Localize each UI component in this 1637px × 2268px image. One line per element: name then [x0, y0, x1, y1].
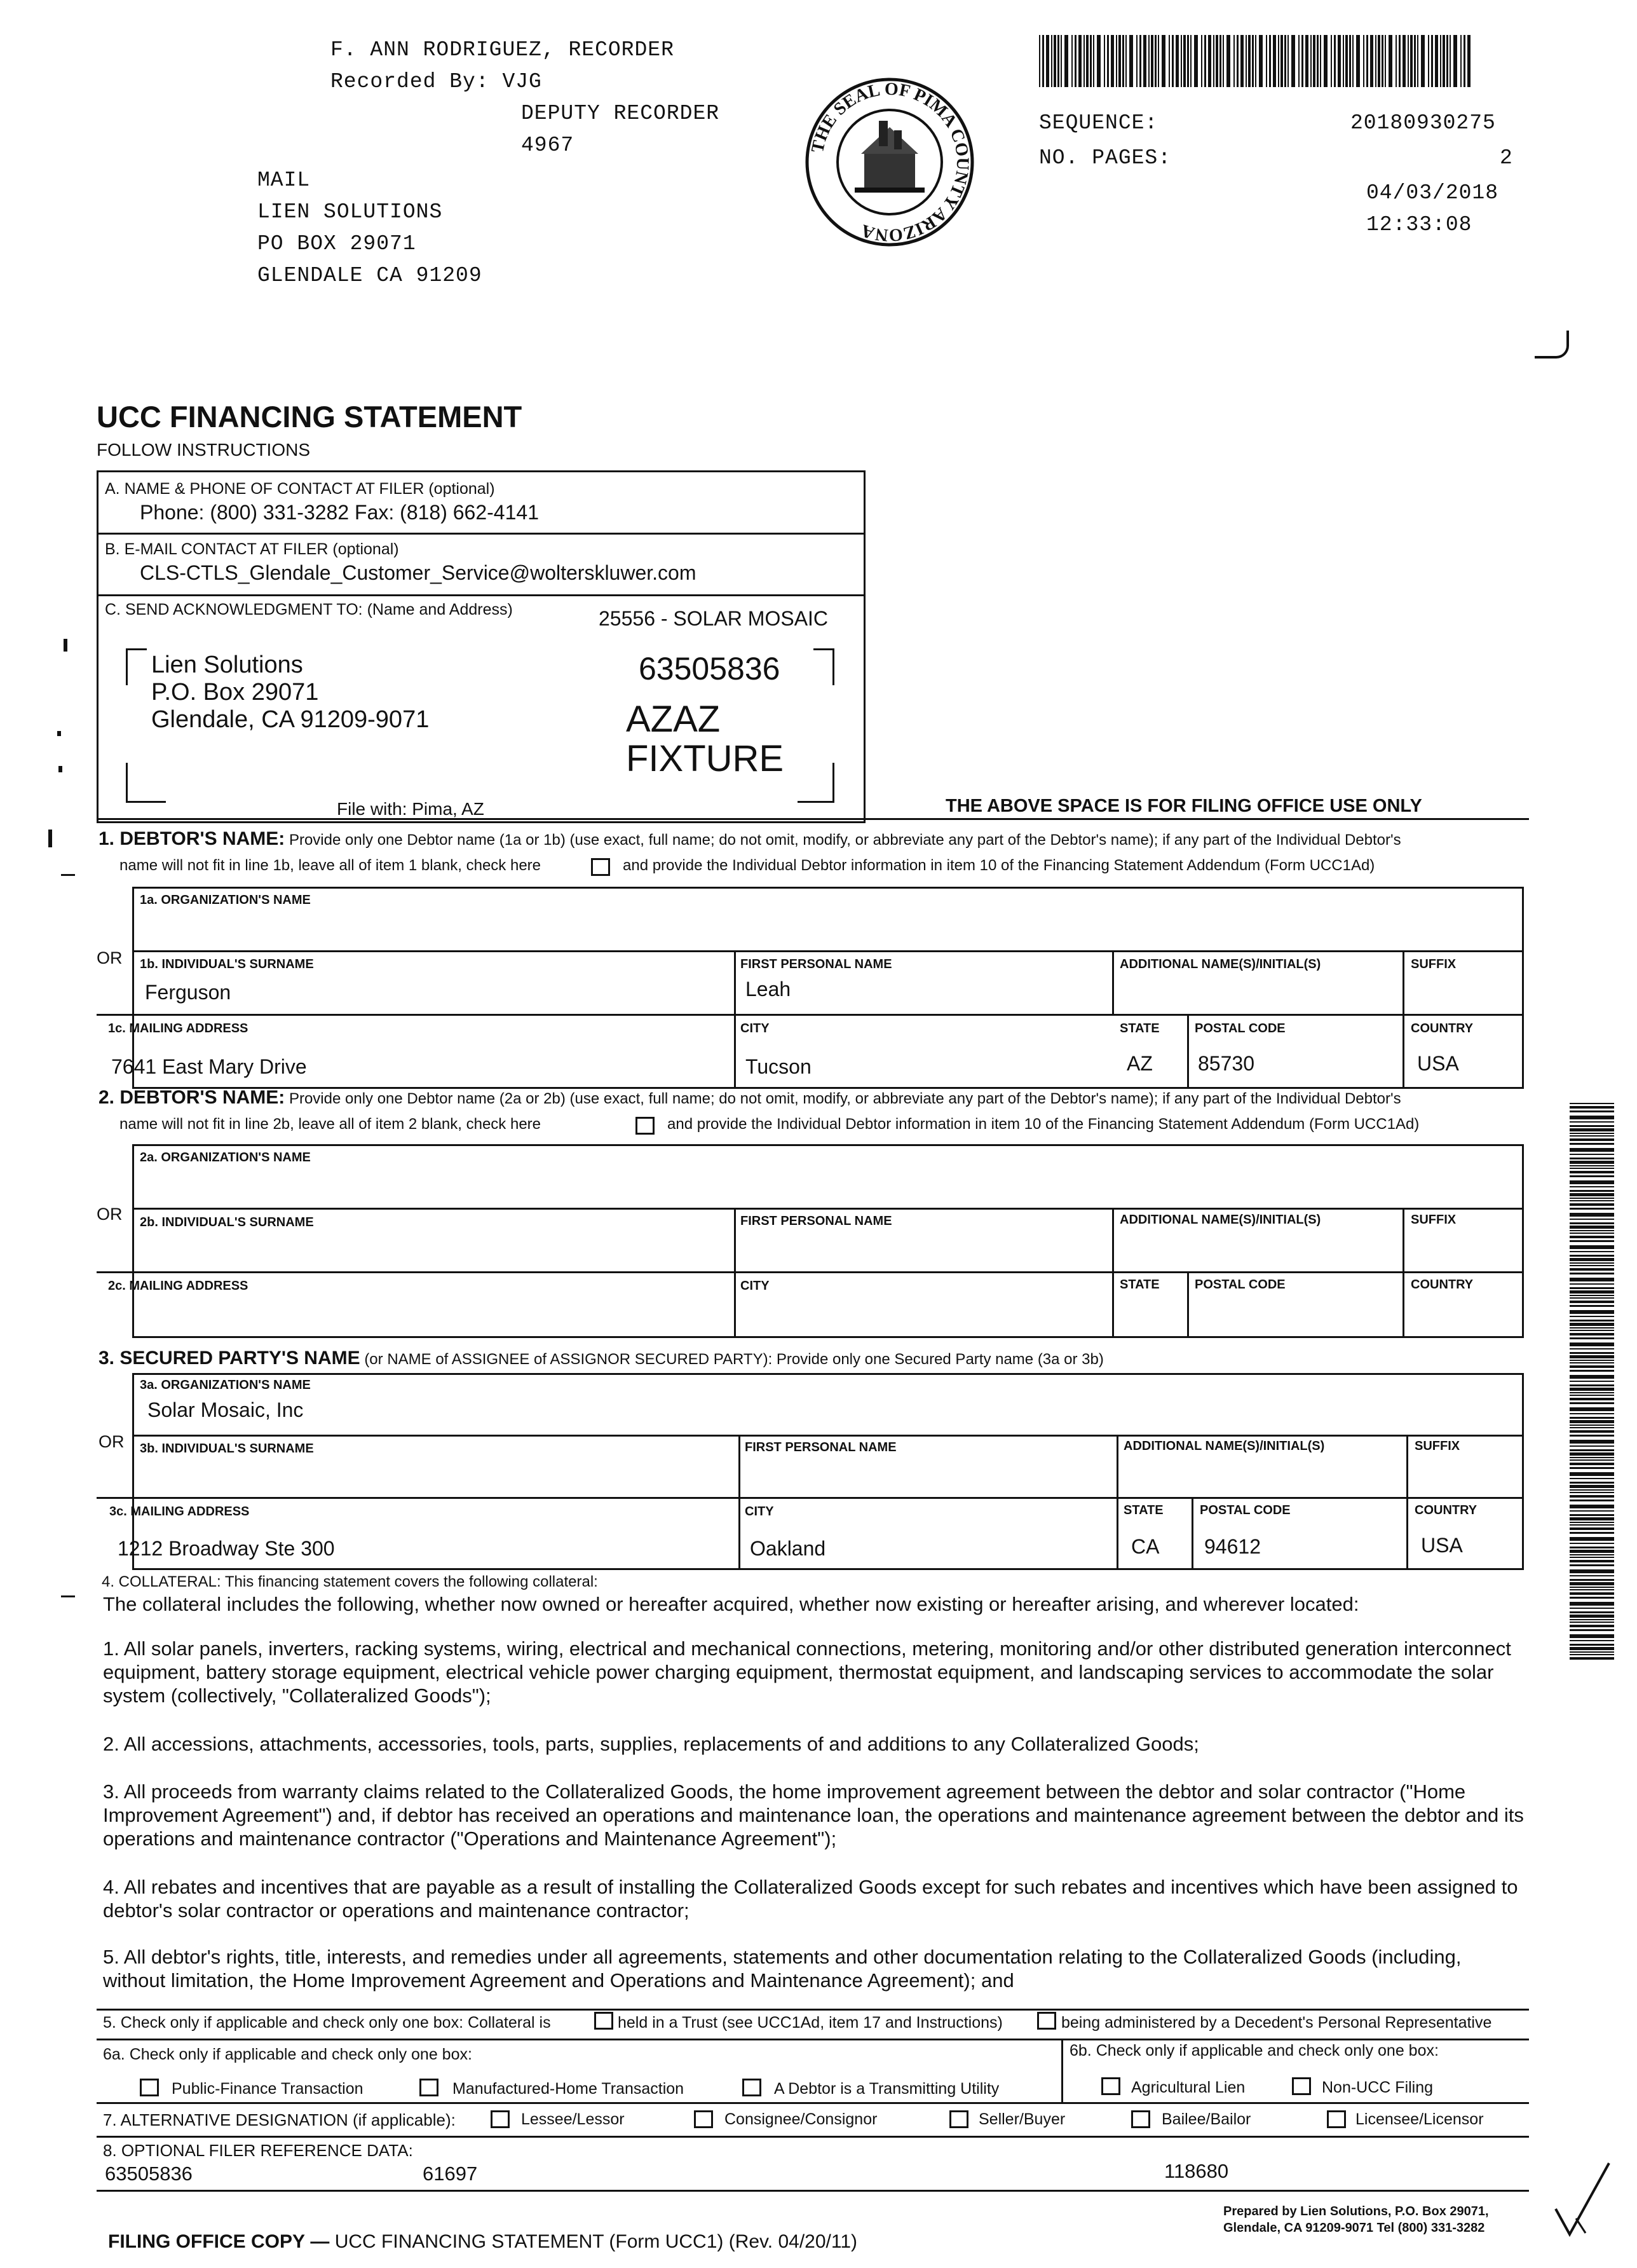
debtor2-country-label: COUNTRY — [1411, 1278, 1474, 1292]
secured-postal: 94612 — [1204, 1535, 1261, 1558]
secured-country-label: COUNTRY — [1415, 1503, 1477, 1517]
debtor2-or: OR — [97, 1205, 123, 1224]
corner-mark — [1535, 331, 1569, 359]
collateral-intro: The collateral includes the following, whether now owned or hereafter acquired, whether now existing or hereafter arising, and wherever located: — [103, 1593, 1359, 1615]
recording-barcode — [1039, 35, 1471, 87]
footer-form: FILING OFFICE COPY — UCC FINANCING STATEMENT (Form UCC1) (Rev. 04/20/11) — [108, 2231, 858, 2252]
ack-code-1: AZAZ — [626, 699, 721, 740]
debtor1-addr: 7641 East Mary Drive — [111, 1055, 307, 1078]
collateral-item-2: 2. All accessions, attachments, accessories, tools, parts, supplies, replacements of and additions to any Collateralized Goods; — [103, 1733, 1199, 1755]
ack-box: P.O. Box 29071 — [151, 679, 319, 706]
barcode-icon — [1570, 1103, 1614, 1662]
sequence-value: 20180930275 — [1350, 111, 1496, 135]
item7-consignee-checkbox[interactable] — [694, 2110, 713, 2128]
seal-icon — [804, 76, 975, 248]
recorded-by: Recorded By: VJG — [330, 70, 542, 93]
deputy-recorder: DEPUTY RECORDER — [521, 102, 720, 125]
debtor2-instr: name will not fit in line 2b, leave all of item 2 blank, check here — [119, 1116, 541, 1133]
item6a-text: 6a. Check only if applicable and check only one box: — [103, 2046, 472, 2063]
checkmark-icon — [1551, 2158, 1614, 2241]
secured-table — [132, 1373, 1524, 1570]
item6b-opt2: Non-UCC Filing — [1322, 2079, 1434, 2096]
item7-text: 7. ALTERNATIVE DESIGNATION (if applicable): — [103, 2110, 456, 2129]
follow-instructions: FOLLOW INSTRUCTIONS — [97, 440, 311, 460]
item7-opt3: Seller/Buyer — [979, 2110, 1066, 2128]
checkmark-scribble — [1551, 2158, 1614, 2241]
collateral-heading: 4. COLLATERAL: This financing statement covers the following collateral: — [102, 1573, 598, 1590]
margin-mark — [61, 1595, 75, 1597]
sequence-label: SEQUENCE: — [1039, 111, 1158, 135]
secured-addr-label: 3c. MAILING ADDRESS — [109, 1505, 250, 1519]
secured-org-label: 3a. ORGANIZATION'S NAME — [140, 1378, 311, 1392]
item6b-text: 6b. Check only if applicable and check only one box: — [1070, 2042, 1439, 2060]
debtor1-country-label: COUNTRY — [1411, 1021, 1474, 1035]
secured-first-label: FIRST PERSONAL NAME — [745, 1440, 897, 1454]
bracket-br — [798, 763, 834, 803]
debtor2-city-label: CITY — [740, 1279, 770, 1293]
item6b-opt1: Agricultural Lien — [1131, 2079, 1246, 2096]
item6b-non-ucc-checkbox[interactable] — [1292, 2077, 1311, 2095]
item7-bailee-checkbox[interactable] — [1131, 2110, 1150, 2128]
item6a-opt2: Manufactured-Home Transaction — [452, 2080, 684, 2098]
debtor2-addr-label: 2c. MAILING ADDRESS — [108, 1279, 248, 1293]
ack-name: Lien Solutions — [151, 652, 303, 678]
secured-city: Oakland — [750, 1537, 826, 1560]
contact-phone: Phone: (800) 331-3282 Fax: (818) 662-4141 — [140, 501, 539, 524]
debtor1-instr-b: and provide the Individual Debtor information in item 10 of the Financing Statement Addendum (Form UCC1Ad) — [623, 857, 1375, 874]
secured-surname-label: 3b. INDIVIDUAL'S SURNAME — [140, 1442, 314, 1456]
item8-label: 8. OPTIONAL FILER REFERENCE DATA: — [103, 2141, 413, 2160]
debtor1-country: USA — [1417, 1052, 1459, 1075]
debtor2-heading: 2. DEBTOR'S NAME: Provide only one Debtor name (2a or 2b) (use exact, full name; do not omit, modify, or abbreviate any part of the Debtor's name); if any part of the Individual Debtor's — [98, 1087, 1401, 1108]
item8-ref-2: 61697 — [423, 2162, 478, 2185]
collateral-item-4: 4. All rebates and incentives that are payable as a result of installing the Collateralized Goods except for such rebates and incentives which have been assigned to debtor's solar contractor or operations and maintenance contractor; — [103, 1876, 1518, 1922]
debtor2-postal-label: POSTAL CODE — [1195, 1278, 1286, 1292]
barcode-icon — [1039, 35, 1471, 87]
margin-mark — [64, 639, 67, 652]
debtor1-surname-label: 1b. INDIVIDUAL'S SURNAME — [140, 957, 314, 971]
debtor1-addr-label: 1c. MAILING ADDRESS — [108, 1021, 248, 1035]
ack-reference: 25556 - SOLAR MOSAIC — [599, 607, 829, 630]
item6a-public-finance-checkbox[interactable] — [140, 2079, 159, 2096]
bracket-tl — [126, 648, 147, 685]
debtor1-postal-label: POSTAL CODE — [1195, 1021, 1286, 1035]
recorder-name: F. ANN RODRIGUEZ, RECORDER — [330, 38, 674, 62]
debtor1-state-label: STATE — [1120, 1021, 1160, 1035]
debtor2-table — [132, 1144, 1524, 1338]
secured-or: OR — [98, 1432, 125, 1451]
item5-text: 5. Check only if applicable and check only one box: Collateral is — [103, 2014, 551, 2032]
collateral-item-3: 3. All proceeds from warranty claims related to the Collateralized Goods, the home improvement agreement between the debtor and solar contractor ("Home Improvement Agreement") and, if debtor has received an operations and maintenance loan, the operations and maintenance agreement between the debtor and its operations and maintenance contractor ("Operations and Maintenance Agreement"); — [103, 1780, 1524, 1850]
debtor1-or: OR — [97, 948, 123, 967]
item7-opt2: Consignee/Consignor — [724, 2110, 878, 2128]
item7-opt5: Licensee/Licensor — [1355, 2110, 1484, 2128]
secured-state-label: STATE — [1124, 1503, 1164, 1517]
deputy-number: 4967 — [521, 133, 574, 157]
debtor2-first-label: FIRST PERSONAL NAME — [740, 1214, 892, 1228]
item8-ref-1: 63505836 — [105, 2162, 193, 2185]
contact-b-label: B. E-MAIL CONTACT AT FILER (optional) — [105, 540, 399, 558]
debtor1-city: Tucson — [745, 1055, 812, 1078]
debtor2-checkbox[interactable] — [635, 1117, 655, 1135]
margin-mark — [61, 874, 75, 876]
secured-city-label: CITY — [745, 1505, 774, 1519]
debtor1-table — [132, 887, 1524, 1089]
item7-lessee-checkbox[interactable] — [491, 2110, 510, 2128]
secured-postal-label: POSTAL CODE — [1200, 1503, 1291, 1517]
side-barcode — [1570, 1103, 1614, 1662]
item5-decedent-checkbox[interactable] — [1037, 2012, 1056, 2030]
file-with: File with: Pima, AZ — [337, 799, 484, 819]
secured-addr: 1212 Broadway Ste 300 — [118, 1537, 335, 1560]
pages-label: NO. PAGES: — [1039, 146, 1172, 170]
mail-name: LIEN SOLUTIONS — [257, 200, 443, 224]
footer-prepared-1: Prepared by Lien Solutions, P.O. Box 29071, — [1223, 2204, 1489, 2218]
debtor2-state-label: STATE — [1120, 1278, 1160, 1292]
item7-opt4: Bailee/Bailor — [1162, 2110, 1251, 2128]
margin-mark — [58, 766, 62, 772]
contact-c-label: C. SEND ACKNOWLEDGMENT TO: (Name and Address) — [105, 601, 513, 618]
county-seal — [804, 76, 975, 248]
secured-state: CA — [1131, 1535, 1160, 1558]
margin-mark — [48, 830, 52, 847]
debtor2-suffix-label: SUFFIX — [1411, 1213, 1457, 1227]
secured-addl-label: ADDITIONAL NAME(S)/INITIAL(S) — [1124, 1439, 1325, 1453]
item7-licensee-checkbox[interactable] — [1327, 2110, 1346, 2128]
ack-number: 63505836 — [639, 651, 780, 687]
ack-city: Glendale, CA 91209-9071 — [151, 706, 430, 733]
debtor1-city-label: CITY — [740, 1021, 770, 1035]
debtor1-org-label: 1a. ORGANIZATION'S NAME — [140, 893, 311, 907]
debtor1-suffix-label: SUFFIX — [1411, 957, 1457, 971]
form-title: UCC FINANCING STATEMENT — [97, 400, 522, 434]
mail-label: MAIL — [257, 168, 311, 192]
recording-time: 12:33:08 — [1366, 213, 1472, 236]
item7-opt1: Lessee/Lessor — [521, 2110, 625, 2128]
debtor1-state: AZ — [1127, 1052, 1153, 1075]
secured-suffix-label: SUFFIX — [1415, 1439, 1460, 1453]
office-use-note: THE ABOVE SPACE IS FOR FILING OFFICE USE ONLY — [946, 796, 1422, 816]
item6b-agricultural-lien-checkbox[interactable] — [1101, 2077, 1120, 2095]
item6a-manufactured-home-checkbox[interactable] — [419, 2079, 438, 2096]
ack-code-2: FIXTURE — [626, 738, 784, 779]
item6a-transmitting-utility-checkbox[interactable] — [742, 2079, 761, 2096]
item5-trust-checkbox[interactable] — [594, 2012, 613, 2030]
debtor1-postal: 85730 — [1198, 1052, 1254, 1075]
secured-country: USA — [1421, 1534, 1463, 1557]
bracket-tr — [813, 648, 834, 685]
item5-opt2: being administered by a Decedent's Personal Representative — [1061, 2014, 1492, 2032]
item6a-opt1: Public-Finance Transaction — [172, 2080, 363, 2098]
footer-prepared-2: Glendale, CA 91209-9071 Tel (800) 331-3282 — [1223, 2221, 1485, 2235]
seal-text: THE SEAL OF PIMA COUNTY ARIZONA — [807, 79, 973, 245]
collateral-item-1: 1. All solar panels, inverters, racking systems, wiring, electrical and mechanical connections, metering, monitoring and/or other distributed generation interconnect equipment, battery storage equipment, electrical vehicle power charging equipment, thermostat equipment, and landscaping services to accommodate the solar system (collectively, "Collateralized Goods"); — [103, 1637, 1511, 1707]
item8-ref-3: 118680 — [1164, 2160, 1229, 2182]
item7-seller-checkbox[interactable] — [949, 2110, 968, 2128]
secured-heading: 3. SECURED PARTY'S NAME (or NAME of ASSIGNEE of ASSIGNOR SECURED PARTY): Provide only one Secured Party name (3a or 3b) — [98, 1348, 1104, 1369]
debtor2-instr-b: and provide the Individual Debtor information in item 10 of the Financing Statement Addendum (Form UCC1Ad) — [667, 1116, 1420, 1133]
contact-a-label: A. NAME & PHONE OF CONTACT AT FILER (optional) — [105, 480, 495, 498]
collateral-item-5: 5. All debtor's rights, title, interests, and remedies under all agreements, statements and other documentation relating to the Collateralized Goods (including, without limitation, the Home Improvement Agreement and Operations and Maintenance Agreement); and — [103, 1946, 1462, 1991]
secured-org: Solar Mosaic, Inc — [147, 1398, 304, 1421]
item5-opt1: held in a Trust (see UCC1Ad, item 17 and Instructions) — [618, 2014, 1003, 2032]
debtor1-addl-label: ADDITIONAL NAME(S)/INITIAL(S) — [1120, 957, 1321, 971]
debtor1-instr: name will not fit in line 1b, leave all of item 1 blank, check here — [119, 857, 541, 874]
mail-box: PO BOX 29071 — [257, 232, 416, 256]
debtor2-addl-label: ADDITIONAL NAME(S)/INITIAL(S) — [1120, 1213, 1321, 1227]
mail-city: GLENDALE CA 91209 — [257, 264, 482, 287]
debtor2-org-label: 2a. ORGANIZATION'S NAME — [140, 1151, 311, 1165]
recording-date: 04/03/2018 — [1366, 181, 1499, 205]
debtor1-heading: 1. DEBTOR'S NAME: Provide only one Debtor name (1a or 1b) (use exact, full name; do not omit, modify, or abbreviate any part of the Debtor's name); if any part of the Individual Debtor's — [98, 828, 1401, 849]
bracket-bl — [126, 763, 166, 803]
debtor1-first-label: FIRST PERSONAL NAME — [740, 957, 892, 971]
debtor1-surname: Ferguson — [145, 981, 231, 1004]
pages-value: 2 — [1500, 146, 1513, 170]
margin-mark — [57, 731, 61, 736]
debtor1-first: Leah — [745, 978, 791, 1001]
item6a-opt3: A Debtor is a Transmitting Utility — [774, 2080, 1000, 2098]
debtor2-surname-label: 2b. INDIVIDUAL'S SURNAME — [140, 1215, 314, 1229]
debtor1-checkbox[interactable] — [591, 858, 610, 876]
contact-email: CLS-CTLS_Glendale_Customer_Service@wolterskluwer.com — [140, 561, 696, 584]
